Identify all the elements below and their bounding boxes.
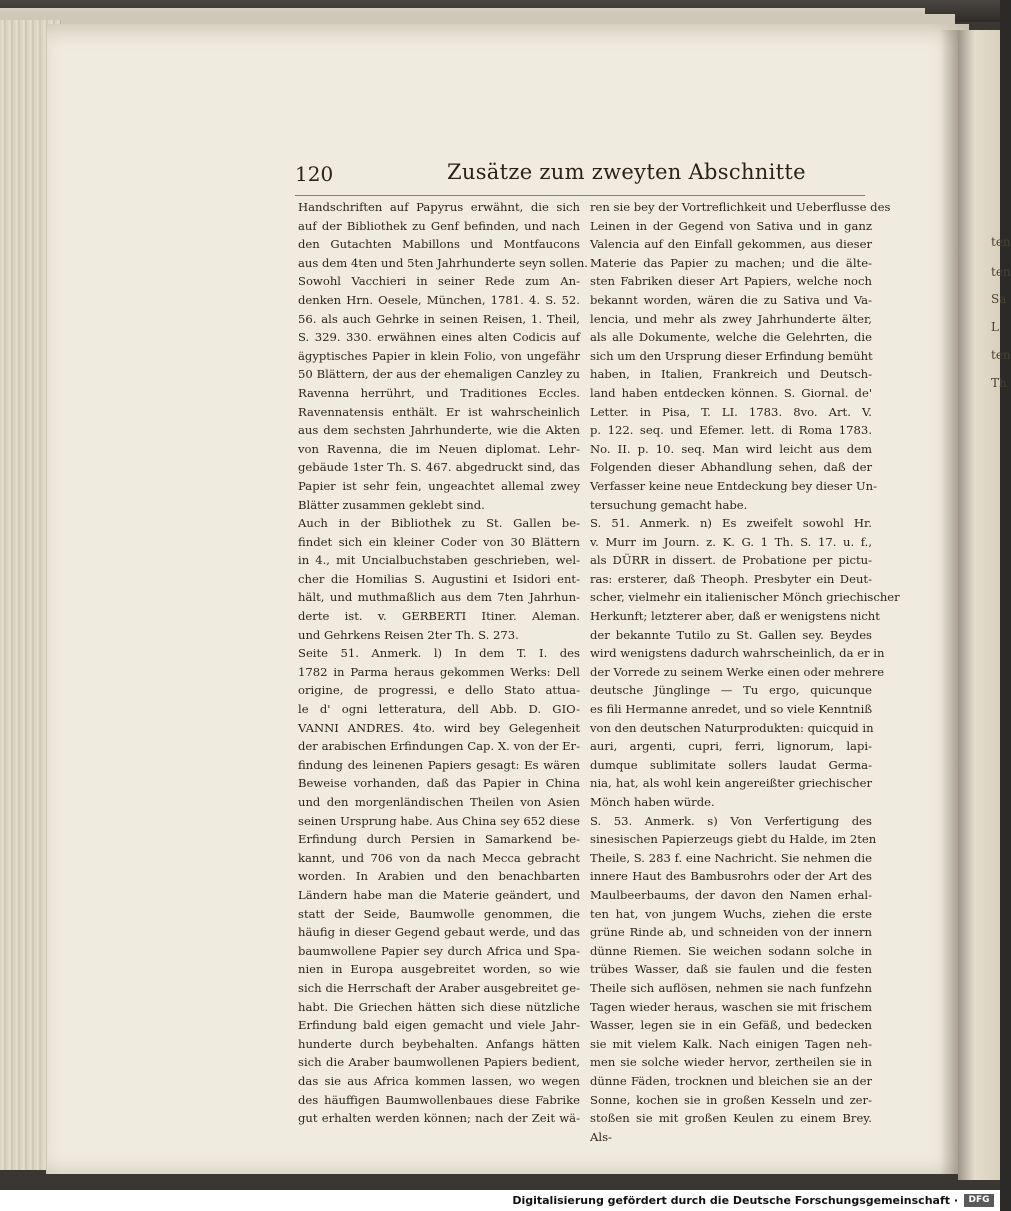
text-line: sich um den Ursprung dieser Erfindung bemüht: [590, 348, 873, 363]
text-line: von Ravenna, die im Neuen diplomat. Lehr-: [298, 441, 580, 456]
text-line: kannt, und 706 von da nach Mecca gebracht: [298, 850, 580, 865]
text-line: Ravennatensis enthält. Er ist wahrscheinlich: [298, 404, 580, 419]
text-line: scher, vielmehr ein italienischer Mönch griechischer: [590, 590, 900, 605]
text-line: den Gutachten Mabillons und Montfaucons: [298, 237, 580, 252]
text-line: und den morgenländischen Theilen von Asien: [298, 795, 580, 809]
text-line: als alle Dokumente, welche die Gelehrten, die: [590, 330, 872, 345]
page-stack-top-inner: [0, 14, 955, 24]
text-line: Leinen in der Gegend von Sativa und in ganz: [590, 218, 872, 233]
text-line: gut erhalten werden können; nach der Zeit wä-: [298, 1111, 580, 1126]
text-line: VANNI ANDRES. 4to. wird bey Gelegenheit: [298, 720, 580, 735]
text-line: das sie aus Africa kommen lassen, wo wegen: [298, 1073, 580, 1088]
text-line: Theile sich auflösen, nehmen sie nach funfzehn: [590, 980, 872, 995]
text-line: des häuffigen Baumwollenbaues diese Fabrike: [298, 1092, 580, 1107]
text-line: Tagen wieder heraus, waschen sie mit frischem: [590, 999, 872, 1014]
text-line: trübes Wasser, daß sie faulen und die festen: [590, 962, 872, 977]
text-line: Maulbeerbaums, der davon den Namen erhal-: [590, 887, 872, 902]
text-line: stoßen sie mit großen Keulen zu einem Brey.: [590, 1111, 872, 1126]
text-line: Sowohl Vacchieri in seiner Rede zum An-: [298, 274, 580, 289]
text-line: tersuchung gemacht habe.: [590, 497, 748, 512]
text-line: S. 53. Anmerk. s) Von Verfertigung des: [590, 813, 872, 828]
text-line: deutsche Jünglinge — Tu ergo, quicunque: [590, 683, 872, 698]
text-line: dünne Fäden, trocknen und bleichen sie an der: [590, 1073, 872, 1088]
running-head: Zusätze zum zweyten Abschnitte: [447, 160, 806, 184]
text-line: von den deutschen Naturprodukten: quicquid in: [590, 720, 874, 735]
footer-credit: Digitalisierung gefördert durch die Deutsche Forschungsgemeinschaft ·: [512, 1194, 958, 1207]
text-line: es fili Hermanne anredet, und so viele Kenntniß: [590, 702, 873, 717]
text-line: S. 329. 330. erwähnen eines alten Codicis auf: [298, 330, 580, 345]
text-line: cher die Homilias S. Augustini et Isidori ent-: [298, 571, 580, 586]
text-line: baumwollene Papier sey durch Africa und Spa-: [298, 943, 580, 958]
text-line: häufig in dieser Gegend gebaut werde, und das: [298, 925, 580, 940]
text-line: bekannt worden, wären die zu Sativa und Va-: [590, 292, 872, 307]
text-line: ten hat, von jungem Wuchs, ziehen die erste: [590, 906, 872, 921]
text-line: derte ist. v. GERBERTI Itiner. Aleman.: [298, 609, 580, 624]
footer-bar: [0, 1190, 1000, 1211]
text-line: origine, de progressi, e dello Stato attua-: [298, 683, 580, 698]
text-line: aus dem sechsten Jahrhunderte, wie die Akten: [298, 423, 580, 438]
text-line: 1782 in Parma heraus gekommen Werks: Dell: [298, 664, 580, 679]
text-line: Verfasser keine neue Entdeckung bey dieser Un-: [590, 478, 877, 493]
text-line: Mönch haben würde.: [590, 795, 715, 809]
header-rule: [295, 195, 865, 196]
text-line: Wasser, legen sie in ein Gefäß, und bedecken: [590, 1018, 872, 1033]
text-line: habt. Die Griechen hätten sich diese nützliche: [298, 999, 580, 1014]
facing-page-fragment: ten: [991, 348, 1011, 362]
text-line: haben, in Italien, Frankreich und Deutsch-: [590, 367, 872, 382]
page-header: [295, 160, 875, 192]
text-line: dünne Riemen. Sie weichen sodann solche in: [590, 943, 872, 958]
text-line: aus dem 4ten und 5ten Jahrhunderte seyn sollen.: [298, 255, 588, 270]
text-line: hält, und muthmaßlich aus dem 7ten Jahrhun-: [298, 590, 580, 605]
text-line: der arabischen Erfindungen Cap. X. von der Er-: [298, 739, 580, 754]
text-line: der Vorrede zu seinem Werke einen oder mehrere: [590, 664, 885, 679]
text-line: Valencia auf den Einfall gekommen, aus dieser: [590, 237, 872, 252]
text-line: Beweise vorhanden, daß das Papier in China: [298, 776, 580, 791]
text-line: sich die Araber baumwollenen Papiers bedient,: [298, 1055, 580, 1070]
text-line: dumque sublimitate sollers laudat Germa-: [590, 757, 872, 772]
text-line: Handschriften auf Papyrus erwähnt, die sich: [298, 200, 580, 214]
facing-page-edge: [958, 30, 1011, 1180]
text-line: Papier ist sehr fein, ungeachtet allemal zwey: [298, 478, 580, 493]
text-line: Materie das Papier zu machen; und die älte-: [590, 255, 872, 270]
text-line: sten Fabriken dieser Art Papiers, welche noch: [590, 274, 872, 289]
text-line: No. II. p. 10. seq. Man wird leicht aus dem: [590, 441, 872, 456]
text-line: auri, argenti, cupri, ferri, lignorum, lapi-: [590, 739, 872, 754]
text-line: Ländern habe man die Materie geändert, und: [298, 887, 580, 902]
text-line: Folgenden dieser Abhandlung sehen, daß der: [590, 460, 872, 475]
facing-page-fragment: ten: [991, 235, 1011, 249]
text-line: land haben entdecken können. S. Giornal. de': [590, 385, 872, 400]
facing-page-fragment: Th: [991, 376, 1007, 390]
text-line: p. 122. seq. und Efemer. lett. di Roma 1783.: [590, 423, 872, 438]
text-line: als DÜRR in dissert. de Probatione per pictu-: [590, 553, 872, 568]
text-line: le d' ogni letteratura, dell Abb. D. GIO-: [298, 702, 580, 717]
text-line: Letter. in Pisa, T. LI. 1783. 8vo. Art. V.: [590, 404, 872, 419]
text-line: Erfindung bald eigen gemacht und viele Jahr-: [298, 1018, 580, 1033]
facing-page-fragment: Sa: [991, 292, 1007, 306]
facing-page-fragment: L: [991, 320, 999, 334]
text-line: wird wenigstens dadurch wahrscheinlich, da er in: [590, 646, 885, 661]
text-line: men sie solche wieder hervor, zertheilen sie in: [590, 1055, 872, 1070]
text-line: in 4., mit Uncialbuchstaben geschrieben, wel-: [298, 553, 580, 568]
text-line: seinen Ursprung habe. Aus China sey 652 diese: [298, 813, 580, 828]
text-line: sich die Herrschaft der Araber ausgebreitet ge-: [298, 980, 580, 995]
right-text-column: [590, 198, 900, 1146]
text-line: nia, hat, als wohl kein angereißter griechischer: [590, 776, 872, 791]
text-line: lencia, und mehr als zwey Jahrhunderte älter,: [590, 311, 872, 326]
text-line: der bekannte Tutilo zu St. Gallen sey. Beydes: [590, 627, 872, 642]
text-line: 56. als auch Gehrke in seinen Reisen, 1. Theil,: [298, 311, 580, 326]
text-line: innere Haut des Bambusrohrs oder der Art des: [590, 869, 872, 884]
text-line: Erfindung durch Persien in Samarkend be-: [298, 832, 580, 847]
text-line: hunderte durch beybehalten. Anfangs hätten: [298, 1036, 580, 1051]
facing-page-fragment: ten: [991, 265, 1011, 279]
text-line: Herkunft; letzterer aber, daß er wenigstens nicht: [590, 609, 880, 624]
text-line: ägyptisches Papier in klein Folio, von ungefähr: [298, 348, 580, 363]
text-line: nien in Europa ausgebreitet worden, so wie: [298, 962, 580, 977]
page-number: 120: [295, 162, 334, 186]
text-line: findet sich ein kleiner Coder von 30 Blättern: [298, 534, 580, 549]
text-line: findung des leinenen Papiers gesagt: Es wären: [298, 757, 580, 772]
text-line: gebäude 1ster Th. S. 467. abgedruckt sind, das: [298, 460, 580, 475]
text-line: grüne Rinde ab, und schneiden von der innern: [590, 925, 872, 940]
left-text-column: [298, 198, 588, 1128]
text-line: denken Hrn. Oesele, München, 1781. 4. S. 52.: [298, 292, 580, 307]
text-line: Sonne, kochen sie in großen Kesseln und zer-: [590, 1092, 872, 1107]
text-line: sinesischen Papierzeugs giebt du Halde, im 2ten: [590, 832, 877, 847]
text-line: auf der Bibliothek zu Genf befinden, und nach: [298, 218, 580, 233]
text-line: Theile, S. 283 f. eine Nachricht. Sie nehmen die: [590, 850, 872, 865]
dfg-logo: DFG: [964, 1194, 994, 1207]
text-line: Ravenna herrührt, und Traditiones Eccles.: [298, 385, 580, 400]
text-line: ras: ersterer, daß Theoph. Presbyter ein Deut-: [590, 571, 872, 586]
text-line: S. 51. Anmerk. n) Es zweifelt sowohl Hr.: [590, 516, 872, 531]
text-line: statt der Seide, Baumwolle genommen, die: [298, 906, 580, 921]
text-line: Seite 51. Anmerk. l) In dem T. I. des: [298, 646, 580, 661]
text-line: Als-: [590, 1129, 612, 1144]
text-line: v. Murr im Journ. z. K. G. 1 Th. S. 17. u. f.,: [590, 534, 872, 549]
text-line: 50 Blättern, der aus der ehemaligen Canzley zu: [298, 367, 580, 382]
text-line: Blätter zusammen geklebt sind.: [298, 497, 485, 512]
text-line: Auch in der Bibliothek zu St. Gallen be-: [298, 516, 580, 531]
text-line: sie mit vielem Kalk. Nach einigen Tagen neh-: [590, 1036, 872, 1051]
text-line: ren sie bey der Vortreflichkeit und Ueberflusse des: [590, 200, 891, 214]
text-line: und Gehrkens Reisen 2ter Th. S. 273.: [298, 627, 519, 642]
text-line: worden. In Arabien und den benachbarten: [298, 869, 580, 884]
